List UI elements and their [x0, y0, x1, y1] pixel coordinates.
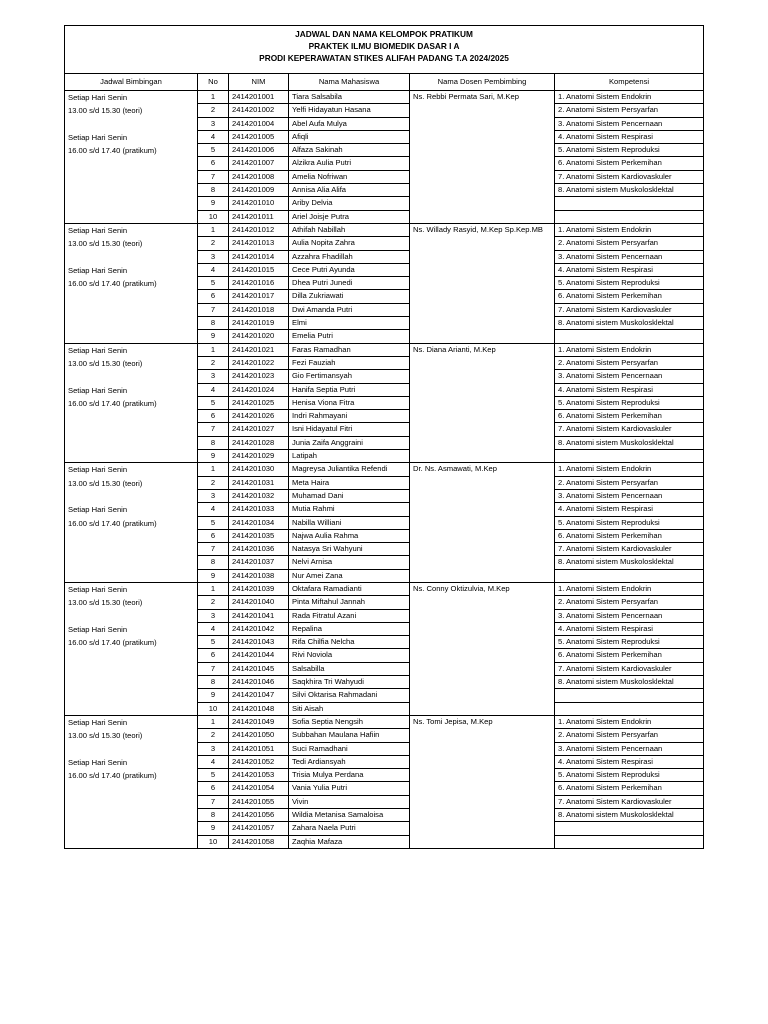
schedule-line: 16.00 s/d 17.40 (pratikum) — [68, 771, 157, 781]
competency-cell: 1. Anatomi Sistem Endokrin — [555, 715, 704, 728]
student-name: Afiqli — [289, 130, 410, 143]
competency-cell: 6. Anatomi Sistem Perkemihan — [555, 157, 704, 170]
student-no: 3 — [198, 250, 229, 263]
student-no: 3 — [198, 117, 229, 130]
student-no: 1 — [198, 343, 229, 356]
schedule-line: 13.00 s/d 15.30 (teori) — [68, 239, 143, 249]
student-no: 2 — [198, 356, 229, 369]
student-name: Sofia Septia Nengsih — [289, 715, 410, 728]
student-nim: 2414201051 — [229, 742, 289, 755]
competency-cell: 1. Anatomi Sistem Endokrin — [555, 91, 704, 104]
student-name: Subbahan Maulana Hafiin — [289, 729, 410, 742]
student-no: 7 — [198, 303, 229, 316]
competency-cell: 4. Anatomi Sistem Respirasi — [555, 263, 704, 276]
student-name: Alfaza Sakinah — [289, 144, 410, 157]
student-no: 4 — [198, 622, 229, 635]
title-line-3: PRODI KEPERAWATAN STIKES ALIFAH PADANG T.A 2024/2025 — [65, 52, 704, 74]
header-row — [65, 74, 704, 91]
competency-cell: 5. Anatomi Sistem Reproduksi — [555, 144, 704, 157]
student-nim: 2414201019 — [229, 317, 289, 330]
student-nim: 2414201015 — [229, 263, 289, 276]
student-name: Athifah Nabillah — [289, 223, 410, 236]
competency-cell — [555, 210, 704, 223]
student-name: Elmi — [289, 317, 410, 330]
schedule-line: Setiap Hari Senin — [68, 93, 128, 102]
competency-cell: 5. Anatomi Sistem Reproduksi — [555, 516, 704, 529]
student-no: 7 — [198, 543, 229, 556]
competency-cell: 5. Anatomi Sistem Reproduksi — [555, 277, 704, 290]
schedule-cell — [65, 715, 198, 848]
competency-cell: 4. Anatomi Sistem Respirasi — [555, 755, 704, 768]
schedule-line — [68, 743, 194, 756]
student-name: Tiara Salsabila — [289, 91, 410, 104]
student-nim: 2414201018 — [229, 303, 289, 316]
supervisor-name: Ns. Conny Oktizulvia, M.Kep — [410, 582, 555, 715]
student-nim: 2414201032 — [229, 489, 289, 502]
student-name: Amelia Nofriwan — [289, 170, 410, 183]
competency-cell — [555, 822, 704, 835]
student-name: Hanifa Septia Putri — [289, 383, 410, 396]
student-no: 8 — [198, 556, 229, 569]
competency-cell: 4. Anatomi Sistem Respirasi — [555, 130, 704, 143]
student-no: 5 — [198, 277, 229, 290]
competency-cell: 7. Anatomi Sistem Kardiovaskuler — [555, 423, 704, 436]
student-name: Gio Fertimansyah — [289, 370, 410, 383]
student-no: 6 — [198, 649, 229, 662]
student-no: 9 — [198, 450, 229, 463]
competency-cell: 7. Anatomi Sistem Kardiovaskuler — [555, 170, 704, 183]
student-name: Ariel Joisje Putra — [289, 210, 410, 223]
competency-cell: 5. Anatomi Sistem Reproduksi — [555, 636, 704, 649]
student-no: 4 — [198, 503, 229, 516]
student-no: 7 — [198, 423, 229, 436]
student-nim: 2414201041 — [229, 609, 289, 622]
competency-cell: 7. Anatomi Sistem Kardiovaskuler — [555, 543, 704, 556]
student-no: 9 — [198, 689, 229, 702]
student-nim: 2414201026 — [229, 410, 289, 423]
competency-cell: 6. Anatomi Sistem Perkemihan — [555, 290, 704, 303]
student-nim: 2414201017 — [229, 290, 289, 303]
student-no: 2 — [198, 729, 229, 742]
schedule-cell — [65, 463, 198, 583]
competency-cell: 1. Anatomi Sistem Endokrin — [555, 343, 704, 356]
student-name: Dwi Amanda Putri — [289, 303, 410, 316]
student-nim: 2414201002 — [229, 104, 289, 117]
student-name: Aulia Nopita Zahra — [289, 237, 410, 250]
student-nim: 2414201009 — [229, 184, 289, 197]
schedule-line: 16.00 s/d 17.40 (pratikum) — [68, 518, 157, 528]
student-name: Meta Haira — [289, 476, 410, 489]
competency-cell: 3. Anatomi Sistem Pencernaan — [555, 742, 704, 755]
competency-cell: 1. Anatomi Sistem Endokrin — [555, 223, 704, 236]
competency-cell: 5. Anatomi Sistem Reproduksi — [555, 769, 704, 782]
student-name: Silvi Oktarisa Rahmadani — [289, 689, 410, 702]
schedule-line: 13.00 s/d 15.30 (teori) — [68, 731, 143, 741]
competency-cell — [555, 450, 704, 463]
student-name: Nur Amei Zana — [289, 569, 410, 582]
student-name: Mutia Rahmi — [289, 503, 410, 516]
schedule-line: Setiap Hari Senin — [68, 717, 128, 727]
student-nim: 2414201021 — [229, 343, 289, 356]
competency-cell — [555, 835, 704, 848]
student-nim: 2414201023 — [229, 370, 289, 383]
student-name: Isni Hidayatul Fitri — [289, 423, 410, 436]
student-nim: 2414201024 — [229, 383, 289, 396]
competency-cell: 2. Anatomi Sistem Persyarfan — [555, 237, 704, 250]
student-nim: 2414201012 — [229, 223, 289, 236]
competency-cell: 7. Anatomi Sistem Kardiovaskuler — [555, 662, 704, 675]
student-name: Junia Zaifa Anggraini — [289, 436, 410, 449]
student-name: Muhamad Dani — [289, 489, 410, 502]
header-jadwal: Jadwal Bimbingan — [65, 74, 198, 91]
schedule-cell — [65, 91, 198, 224]
student-name: Vania Yulia Putri — [289, 782, 410, 795]
supervisor-name: Ns. Rebbi Permata Sari, M.Kep — [410, 91, 555, 224]
competency-cell: 4. Anatomi Sistem Respirasi — [555, 622, 704, 635]
schedule-line: Setiap Hari Senin — [68, 132, 128, 142]
competency-cell: 2. Anatomi Sistem Persyarfan — [555, 729, 704, 742]
student-nim: 2414201044 — [229, 649, 289, 662]
schedule-line: 16.00 s/d 17.40 (pratikum) — [68, 279, 157, 289]
student-nim: 2414201039 — [229, 582, 289, 595]
student-nim: 2414201058 — [229, 835, 289, 848]
student-name: Nelvi Arnisa — [289, 556, 410, 569]
schedule-line — [68, 251, 194, 264]
student-name: Najwa Aulia Rahma — [289, 529, 410, 542]
student-no: 5 — [198, 144, 229, 157]
student-no: 5 — [198, 516, 229, 529]
student-nim: 2414201010 — [229, 197, 289, 210]
table-row — [65, 343, 704, 356]
student-name: Magreysa Juliantika Refendi — [289, 463, 410, 476]
student-name: Zaqhia Mafaza — [289, 835, 410, 848]
student-no: 1 — [198, 715, 229, 728]
header-kompetensi: Kompetensi — [555, 74, 704, 91]
competency-cell — [555, 330, 704, 343]
student-nim: 2414201005 — [229, 130, 289, 143]
student-nim: 2414201027 — [229, 423, 289, 436]
student-nim: 2414201055 — [229, 795, 289, 808]
student-name: Saqkhira Tri Wahyudi — [289, 676, 410, 689]
student-name: Oktafara Ramadianti — [289, 582, 410, 595]
student-name: Repalina — [289, 622, 410, 635]
student-name: Yelfi Hidayatun Hasana — [289, 104, 410, 117]
student-no: 1 — [198, 91, 229, 104]
student-no: 6 — [198, 529, 229, 542]
competency-cell: 4. Anatomi Sistem Respirasi — [555, 383, 704, 396]
schedule-line: Setiap Hari Senin — [68, 465, 128, 475]
student-no: 9 — [198, 822, 229, 835]
student-nim: 2414201038 — [229, 569, 289, 582]
student-name: Indri Rahmayani — [289, 410, 410, 423]
student-nim: 2414201001 — [229, 91, 289, 104]
schedule-line: Setiap Hari Senin — [68, 757, 128, 767]
student-name: Azzahra Fhadillah — [289, 250, 410, 263]
student-nim: 2414201006 — [229, 144, 289, 157]
student-no: 6 — [198, 157, 229, 170]
header-nama: Nama Mahasiswa — [289, 74, 410, 91]
student-no: 2 — [198, 104, 229, 117]
title-line-2: PRAKTEK ILMU BIOMEDIK DASAR I A — [65, 40, 704, 52]
schedule-line: Setiap Hari Senin — [68, 624, 128, 634]
competency-cell: 8. Anatomi sistem Muskolosklektal — [555, 809, 704, 822]
student-name: Rivi Noviola — [289, 649, 410, 662]
student-no: 8 — [198, 317, 229, 330]
student-no: 10 — [198, 210, 229, 223]
schedule-line: 13.00 s/d 15.30 (teori) — [68, 598, 143, 608]
competency-cell: 4. Anatomi Sistem Respirasi — [555, 503, 704, 516]
student-nim: 2414201025 — [229, 396, 289, 409]
student-no: 6 — [198, 410, 229, 423]
student-nim: 2414201050 — [229, 729, 289, 742]
header-no: No — [198, 74, 229, 91]
student-name: Abel Aufa Mulya — [289, 117, 410, 130]
supervisor-name: Ns. Willady Rasyid, M.Kep Sp.Kep.MB — [410, 223, 555, 343]
student-name: Alzikra Aulia Putri — [289, 157, 410, 170]
competency-cell: 2. Anatomi Sistem Persyarfan — [555, 476, 704, 489]
schedule-line: 16.00 s/d 17.40 (pratikum) — [68, 638, 157, 648]
competency-cell: 3. Anatomi Sistem Pencernaan — [555, 609, 704, 622]
student-name: Suci Ramadhani — [289, 742, 410, 755]
competency-cell: 2. Anatomi Sistem Persyarfan — [555, 104, 704, 117]
student-nim: 2414201053 — [229, 769, 289, 782]
schedule-line: 13.00 s/d 15.30 (teori) — [68, 478, 143, 488]
schedule-line: Setiap Hari Senin — [68, 225, 128, 235]
student-no: 4 — [198, 755, 229, 768]
student-nim: 2414201045 — [229, 662, 289, 675]
competency-cell: 3. Anatomi Sistem Pencernaan — [555, 370, 704, 383]
student-no: 9 — [198, 197, 229, 210]
supervisor-name: Dr. Ns. Asmawati, M.Kep — [410, 463, 555, 583]
student-name: Vivin — [289, 795, 410, 808]
student-name: Ariby Delvia — [289, 197, 410, 210]
student-nim: 2414201036 — [229, 543, 289, 556]
competency-cell — [555, 569, 704, 582]
supervisor-name: Ns. Tomi Jepisa, M.Kep — [410, 715, 555, 848]
student-name: Pinta Miftahul Jannah — [289, 596, 410, 609]
student-name: Fezi Fauziah — [289, 356, 410, 369]
header-dosen: Nama Dosen Pembimbing — [410, 74, 555, 91]
schedule-cell — [65, 582, 198, 715]
schedule-cell — [65, 343, 198, 463]
student-name: Siti Aisah — [289, 702, 410, 715]
competency-cell — [555, 702, 704, 715]
schedule-line: Setiap Hari Senin — [68, 345, 128, 355]
student-name: Emelia Putri — [289, 330, 410, 343]
student-name: Cece Putri Ayunda — [289, 263, 410, 276]
student-no: 8 — [198, 436, 229, 449]
competency-cell — [555, 689, 704, 702]
student-no: 6 — [198, 290, 229, 303]
student-name: Wildia Metanisa Samaloisa — [289, 809, 410, 822]
schedule-line: Setiap Hari Senin — [68, 385, 128, 395]
table-row — [65, 715, 704, 728]
competency-cell: 8. Anatomi sistem Muskolosklektal — [555, 436, 704, 449]
student-no: 7 — [198, 170, 229, 183]
student-no: 5 — [198, 396, 229, 409]
student-nim: 2414201056 — [229, 809, 289, 822]
student-name: Dilla Zukriawati — [289, 290, 410, 303]
student-nim: 2414201011 — [229, 210, 289, 223]
schedule-line: Setiap Hari Senin — [68, 265, 128, 275]
schedule-line: Setiap Hari Senin — [68, 584, 128, 594]
student-no: 10 — [198, 702, 229, 715]
student-no: 9 — [198, 330, 229, 343]
student-name: Tedi Ardiansyah — [289, 755, 410, 768]
competency-cell — [555, 197, 704, 210]
student-no: 8 — [198, 676, 229, 689]
student-nim: 2414201022 — [229, 356, 289, 369]
student-nim: 2414201048 — [229, 702, 289, 715]
competency-cell: 8. Anatomi sistem Muskolosklektal — [555, 676, 704, 689]
student-name: Henisa Viona Fitra — [289, 396, 410, 409]
schedule-line: 13.00 s/d 15.30 (teori) — [68, 358, 143, 368]
student-nim: 2414201029 — [229, 450, 289, 463]
student-nim: 2414201014 — [229, 250, 289, 263]
schedule-line — [68, 610, 194, 623]
schedule-line — [68, 370, 194, 383]
schedule-line — [68, 490, 194, 503]
student-nim: 2414201013 — [229, 237, 289, 250]
competency-cell: 8. Anatomi sistem Muskolosklektal — [555, 317, 704, 330]
student-name: Latipah — [289, 450, 410, 463]
student-name: Zahara Naela Putri — [289, 822, 410, 835]
competency-cell: 6. Anatomi Sistem Perkemihan — [555, 529, 704, 542]
student-no: 1 — [198, 223, 229, 236]
student-name: Natasya Sri Wahyuni — [289, 543, 410, 556]
student-nim: 2414201042 — [229, 622, 289, 635]
student-nim: 2414201052 — [229, 755, 289, 768]
student-nim: 2414201031 — [229, 476, 289, 489]
competency-cell: 6. Anatomi Sistem Perkemihan — [555, 782, 704, 795]
supervisor-name: Ns. Diana Arianti, M.Kep — [410, 343, 555, 463]
student-nim: 2414201007 — [229, 157, 289, 170]
student-nim: 2414201040 — [229, 596, 289, 609]
competency-cell: 3. Anatomi Sistem Pencernaan — [555, 250, 704, 263]
student-no: 4 — [198, 263, 229, 276]
student-nim: 2414201034 — [229, 516, 289, 529]
schedule-line: 16.00 s/d 17.40 (pratikum) — [68, 146, 157, 156]
student-nim: 2414201057 — [229, 822, 289, 835]
title-line-1: JADWAL DAN NAMA KELOMPOK PRATIKUM — [65, 26, 704, 41]
student-nim: 2414201054 — [229, 782, 289, 795]
schedule-cell — [65, 223, 198, 343]
student-no: 5 — [198, 636, 229, 649]
student-name: Dhea Putri Junedi — [289, 277, 410, 290]
table-row — [65, 223, 704, 236]
schedule-line: 13.00 s/d 15.30 (teori) — [68, 106, 143, 116]
competency-cell: 3. Anatomi Sistem Pencernaan — [555, 117, 704, 130]
student-nim: 2414201008 — [229, 170, 289, 183]
header-nim: NIM — [229, 74, 289, 91]
student-nim: 2414201049 — [229, 715, 289, 728]
competency-cell: 3. Anatomi Sistem Pencernaan — [555, 489, 704, 502]
competency-cell: 6. Anatomi Sistem Perkemihan — [555, 410, 704, 423]
student-no: 8 — [198, 184, 229, 197]
student-no: 2 — [198, 476, 229, 489]
group-schedule-table — [64, 25, 704, 849]
competency-cell: 1. Anatomi Sistem Endokrin — [555, 463, 704, 476]
student-no: 8 — [198, 809, 229, 822]
student-no: 4 — [198, 383, 229, 396]
student-no: 3 — [198, 609, 229, 622]
table-row — [65, 463, 704, 476]
student-no: 10 — [198, 835, 229, 848]
competency-cell: 6. Anatomi Sistem Perkemihan — [555, 649, 704, 662]
student-nim: 2414201035 — [229, 529, 289, 542]
schedule-line: 16.00 s/d 17.40 (pratikum) — [68, 398, 157, 408]
table-row — [65, 582, 704, 595]
student-no: 6 — [198, 782, 229, 795]
student-no: 2 — [198, 596, 229, 609]
student-no: 4 — [198, 130, 229, 143]
competency-cell: 1. Anatomi Sistem Endokrin — [555, 582, 704, 595]
table-row — [65, 91, 704, 104]
schedule-line — [68, 118, 194, 131]
competency-cell: 7. Anatomi Sistem Kardiovaskuler — [555, 303, 704, 316]
student-name: Trisia Mulya Perdana — [289, 769, 410, 782]
student-name: Annisa Alia Alifa — [289, 184, 410, 197]
student-nim: 2414201047 — [229, 689, 289, 702]
competency-cell: 8. Anatomi sistem Muskolosklektal — [555, 184, 704, 197]
student-nim: 2414201016 — [229, 277, 289, 290]
student-no: 5 — [198, 769, 229, 782]
student-nim: 2414201033 — [229, 503, 289, 516]
competency-cell: 8. Anatomi sistem Muskolosklektal — [555, 556, 704, 569]
competency-cell: 5. Anatomi Sistem Reproduksi — [555, 396, 704, 409]
schedule-line: Setiap Hari Senin — [68, 505, 128, 515]
competency-cell: 2. Anatomi Sistem Persyarfan — [555, 356, 704, 369]
competency-cell: 2. Anatomi Sistem Persyarfan — [555, 596, 704, 609]
student-nim: 2414201037 — [229, 556, 289, 569]
student-no: 1 — [198, 582, 229, 595]
student-nim: 2414201046 — [229, 676, 289, 689]
student-name: Nabilla Williani — [289, 516, 410, 529]
student-name: Faras Ramadhan — [289, 343, 410, 356]
student-nim: 2414201043 — [229, 636, 289, 649]
competency-cell: 7. Anatomi Sistem Kardiovaskuler — [555, 795, 704, 808]
student-nim: 2414201020 — [229, 330, 289, 343]
student-name: Rifa Chilfia Nelcha — [289, 636, 410, 649]
student-nim: 2414201030 — [229, 463, 289, 476]
student-no: 7 — [198, 795, 229, 808]
student-no: 2 — [198, 237, 229, 250]
table-body — [65, 91, 704, 849]
student-nim: 2414201028 — [229, 436, 289, 449]
student-no: 1 — [198, 463, 229, 476]
student-no: 3 — [198, 742, 229, 755]
student-no: 3 — [198, 370, 229, 383]
student-no: 3 — [198, 489, 229, 502]
student-name: Salsabilla — [289, 662, 410, 675]
student-nim: 2414201004 — [229, 117, 289, 130]
student-no: 7 — [198, 662, 229, 675]
student-name: Rada Fitratul Azani — [289, 609, 410, 622]
student-no: 9 — [198, 569, 229, 582]
